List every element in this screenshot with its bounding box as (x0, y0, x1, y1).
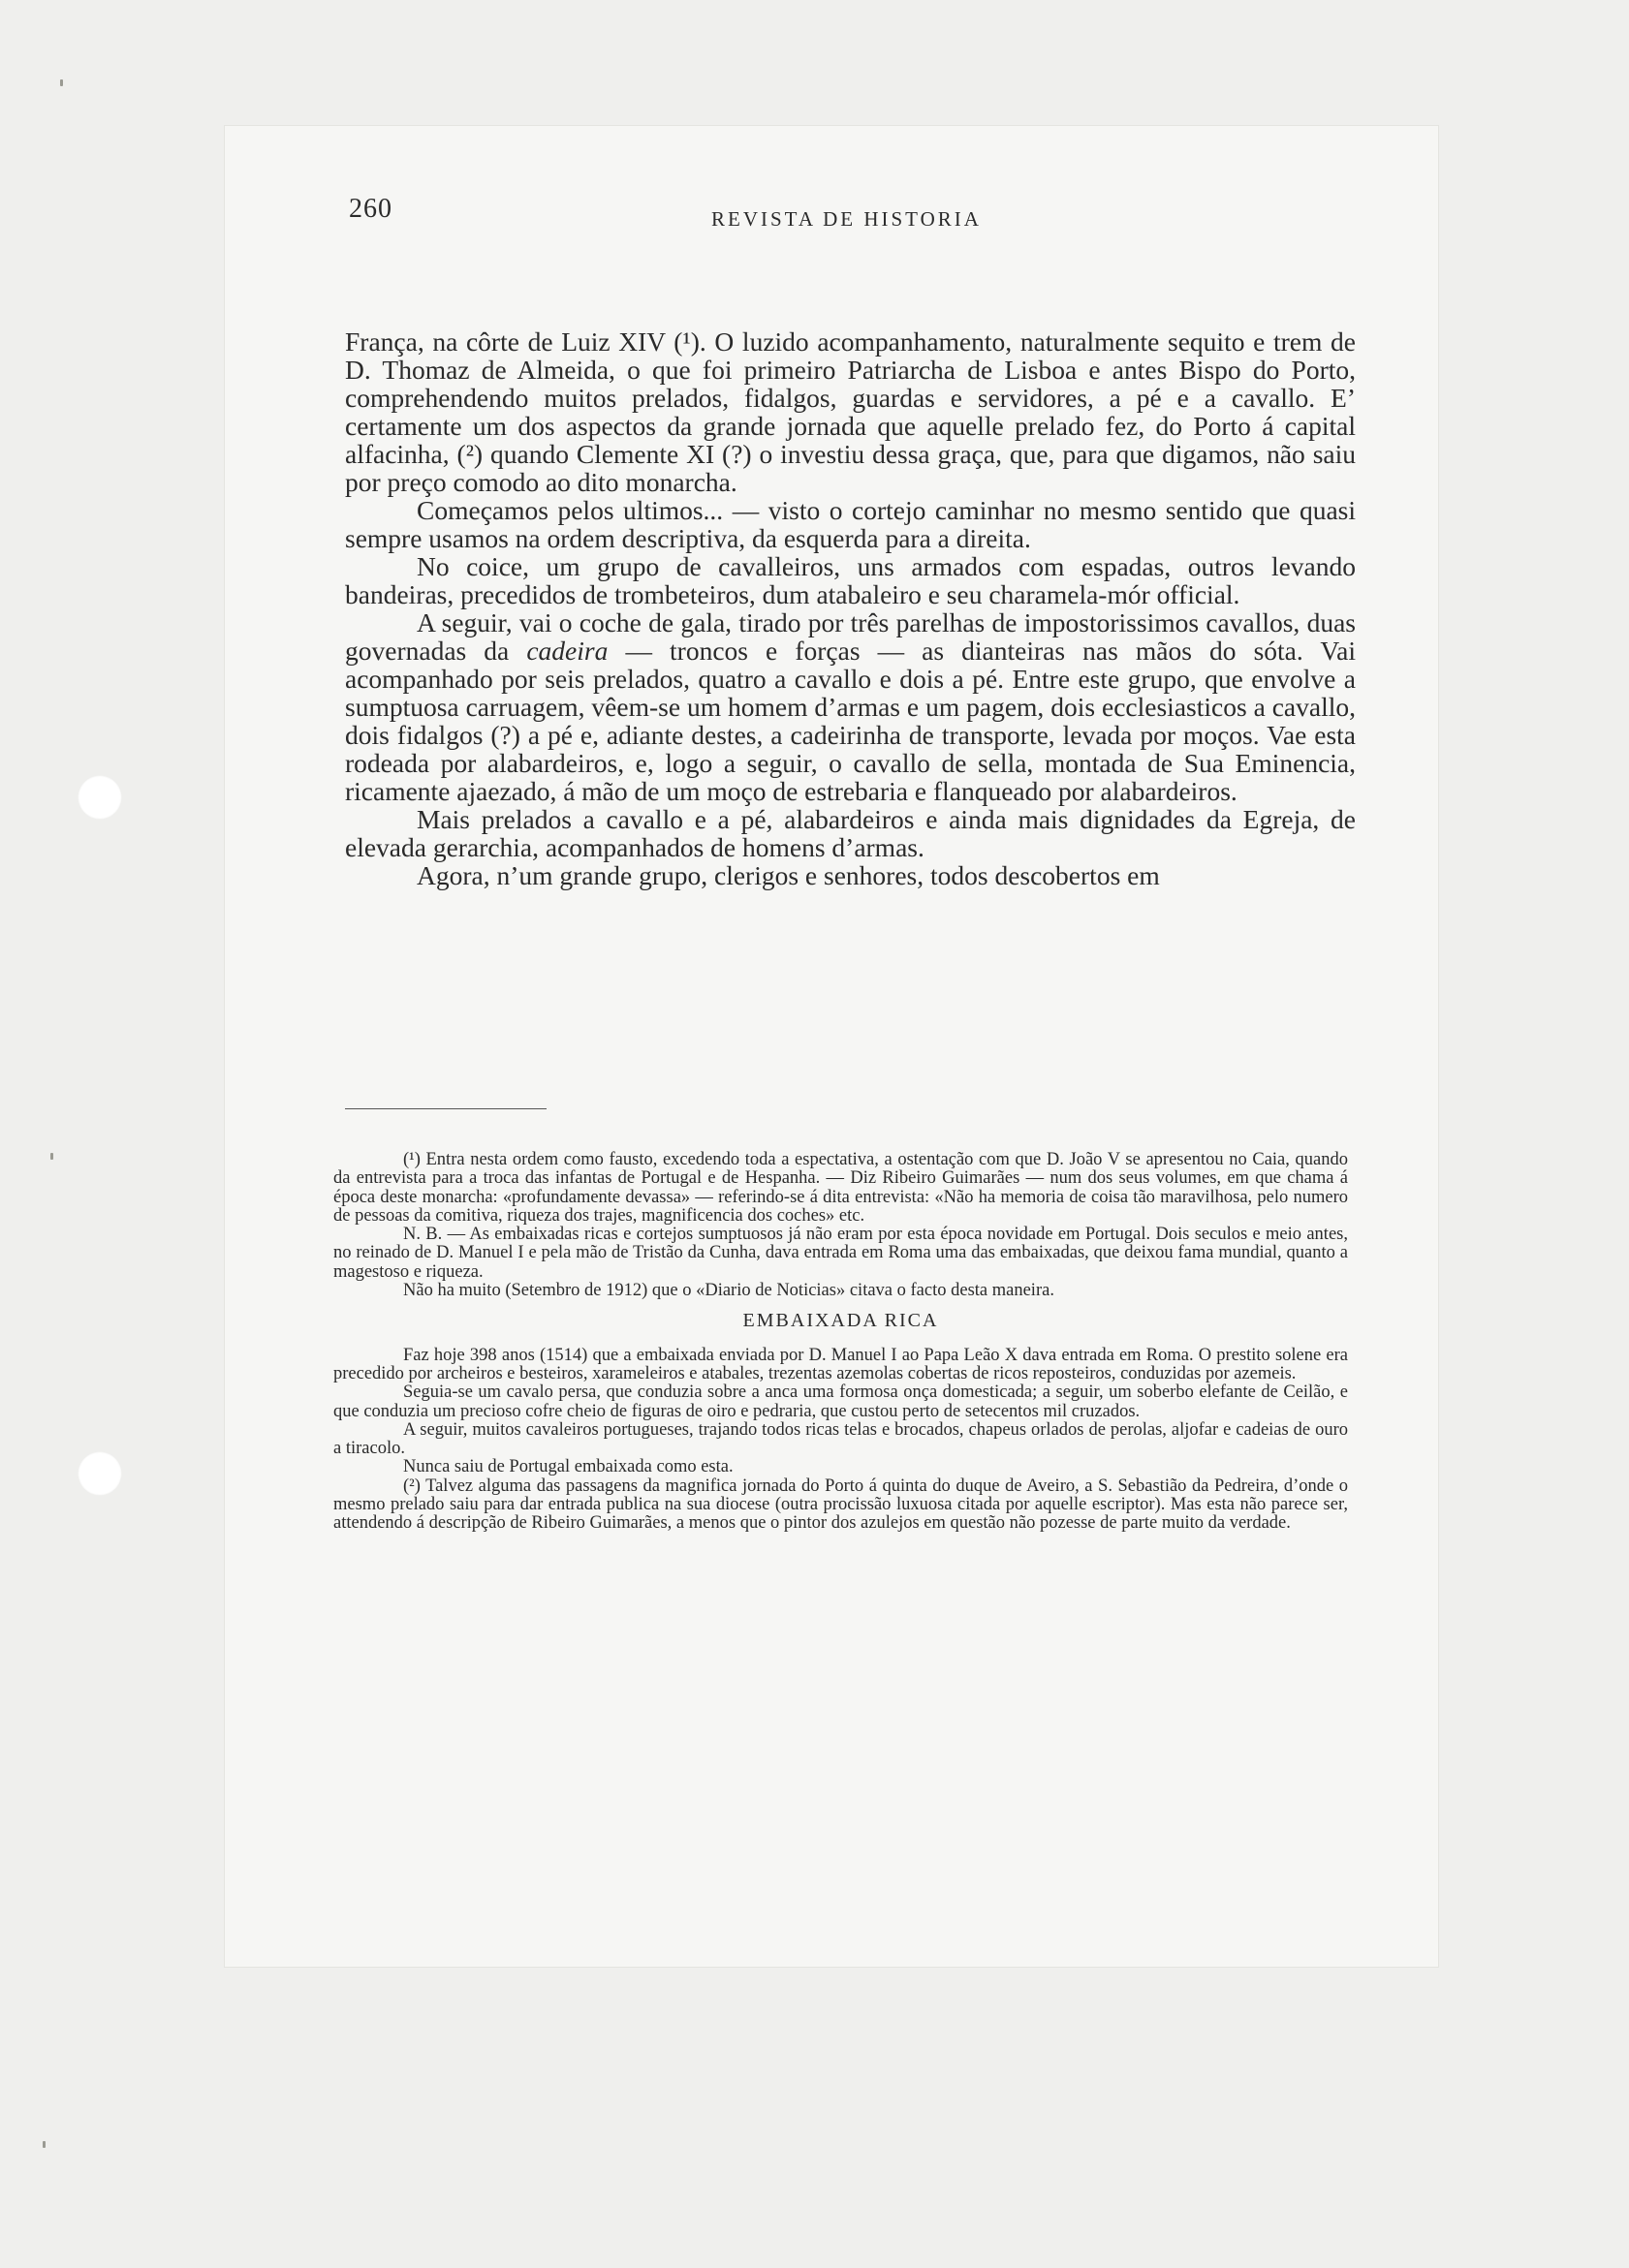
footnote-2: (²) Talvez alguma das passagens da magnifica jornada do Porto á quinta do duque de Aveiro, a S. Sebastião da Pedreira, d’onde o mesmo prelado saiu para dar entrada publica na sua diocese (outra procissão luxuosa citada por aquelle escriptor). Mas esta não parece ser, attendendo á descripção de Ribeiro Guimarães, a menos que o pintor dos azulejos em questão não pozesse de parte muito da verdade. (333, 1476, 1348, 1534)
binder-hole-upper (78, 775, 122, 820)
footnote-nb-citation: Não ha muito (Setembro de 1912) que o «Diario de Noticias» citava o facto desta maneira. (403, 1281, 1054, 1301)
page-number: 260 (349, 194, 392, 224)
footnote-1: (¹) Entra nesta ordem como fausto, excedendo toda a espectativa, a ostentação com que D. João V se apresentou no Caia, quando da entrevista para a troca das infantas de Portugal e de Hespanha. — Diz Ribeiro Guimarães — num dos seus volumes, em que chama á época deste monarcha: «profundamente devassa» — referindo-se á dita entrevista: «Não ha memoria de coisa tão maravilhosa, pelo numero de pessoas da comitiva, riqueza dos trajes, magnificencia dos coches» etc. (333, 1150, 1348, 1226)
footnote-nb: N. B. — As embaixadas ricas e cortejos sumptuosos já não eram por esta época novidade em Portugal. Dois seculos e meio antes, no reinado de D. Manuel I e pela mão de Tristão da Cunha, dava entrada em Roma uma das embaixadas, que deixou fama mundial, quanto a magestoso e riqueza. (333, 1225, 1348, 1282)
binder-hole-lower (78, 1451, 122, 1496)
italic-term: cadeira (526, 636, 609, 666)
paragraph-1: França, na côrte de Luiz XIV (¹). O luzido acompanhamento, naturalmente sequito e trem de D. Thomaz de Almeida, o que foi primeiro Patriarcha de Lisboa e antes Bispo do Porto, comprehendendo muitos prelados, fidalgos, guardas e servidores, a pé e a cavallo. E’ certamente um dos aspectos da grande jornada que aquelle prelado fez, do Porto á capital alfacinha, (²) quando Clemente XI (?) o investiu dessa graça, que, para que digamos, não saiu por preço comodo ao dito monarcha. (345, 326, 1356, 497)
quote-paragraph-4: Nunca saiu de Portugal embaixada como esta. (403, 1457, 734, 1477)
quote-paragraph-2: Seguia-se um cavalo persa, que conduzia sobre a anca uma formosa onça domesticada; a seguir, um soberbo elefante de Ceilão, e que conduzia um precioso cofre cheio de figuras de oiro e pedraria, que custou perto de setecentos mil cruzados. (333, 1383, 1348, 1421)
paragraph-3: No coice, um grupo de cavalleiros, uns armados com espadas, outros levando bandeiras, precedidos de trombeteiros, dum atabaleiro e seu charamela-mór official. (345, 551, 1356, 609)
quote-paragraph-3: A seguir, muitos cavaleiros portugueses, trajando todos ricas telas e brocados, chapeus orlados de perolas, aljofar e cadeias de ouro a tiracolo. (333, 1419, 1348, 1459)
footnote-divider (345, 1108, 547, 1109)
footnotes (333, 1151, 1348, 1534)
paragraph-4 (345, 608, 1356, 805)
paper-speck (43, 2141, 46, 2148)
main-text (345, 327, 1356, 889)
paragraph-2: Começamos pelos ultimos... — visto o cortejo caminhar no mesmo sentido que quasi sempre usamos na ordem descriptiva, da esquerda para a direita. (345, 495, 1356, 553)
running-title: REVISTA DE HISTORIA (711, 207, 982, 231)
paragraph-5: Mais prelados a cavallo e a pé, alabardeiros e ainda mais dignidades da Egreja, de elevada gerarchia, acompanhados de homens d’armas. (345, 804, 1356, 862)
quote-paragraph-1: Faz hoje 398 anos (1514) que a embaixada enviada por D. Manuel I ao Papa Leão X dava entrada em Roma. O prestito solene era precedido por archeiros e besteiros, xarameleiros e atabales, trezentas azemolas cobertas de ricos reposteiros, conduzidas por azemeis. (333, 1345, 1348, 1383)
paragraph-6: Agora, n’um grande grupo, clerigos e senhores, todos descobertos em (417, 860, 1160, 890)
paragraph-4-lead: A seguir, vai o coche de gala, tirado por três parelhas de impostorissimos cavallos, duas governadas da (345, 607, 1356, 666)
paragraph-4-rest: — troncos e forças — as dianteiras nas mãos do sóta. Vai acompanhado por seis prelados, quatro a cavallo e dois a pé. Entre este grupo, que envolve a sumptuosa carruagem, vêem-se um homem d’armas e um pagem, dois ecclesiasticos a cavallo, dois fidalgos (?) a pé e, adiante destes, a cadeirinha de transporte, levada por moços. Vae esta rodeada por alabardeiros, e, logo a seguir, o cavallo de sella, montada de Sua Eminencia, ricamente ajaezado, á mão de um moço de estrebaria e flanqueado por alabardeiros. (345, 636, 1356, 806)
paper-speck (60, 79, 63, 86)
quoted-subheading: EMBAIXADA RICA (742, 1310, 939, 1332)
paper-speck (50, 1153, 53, 1160)
